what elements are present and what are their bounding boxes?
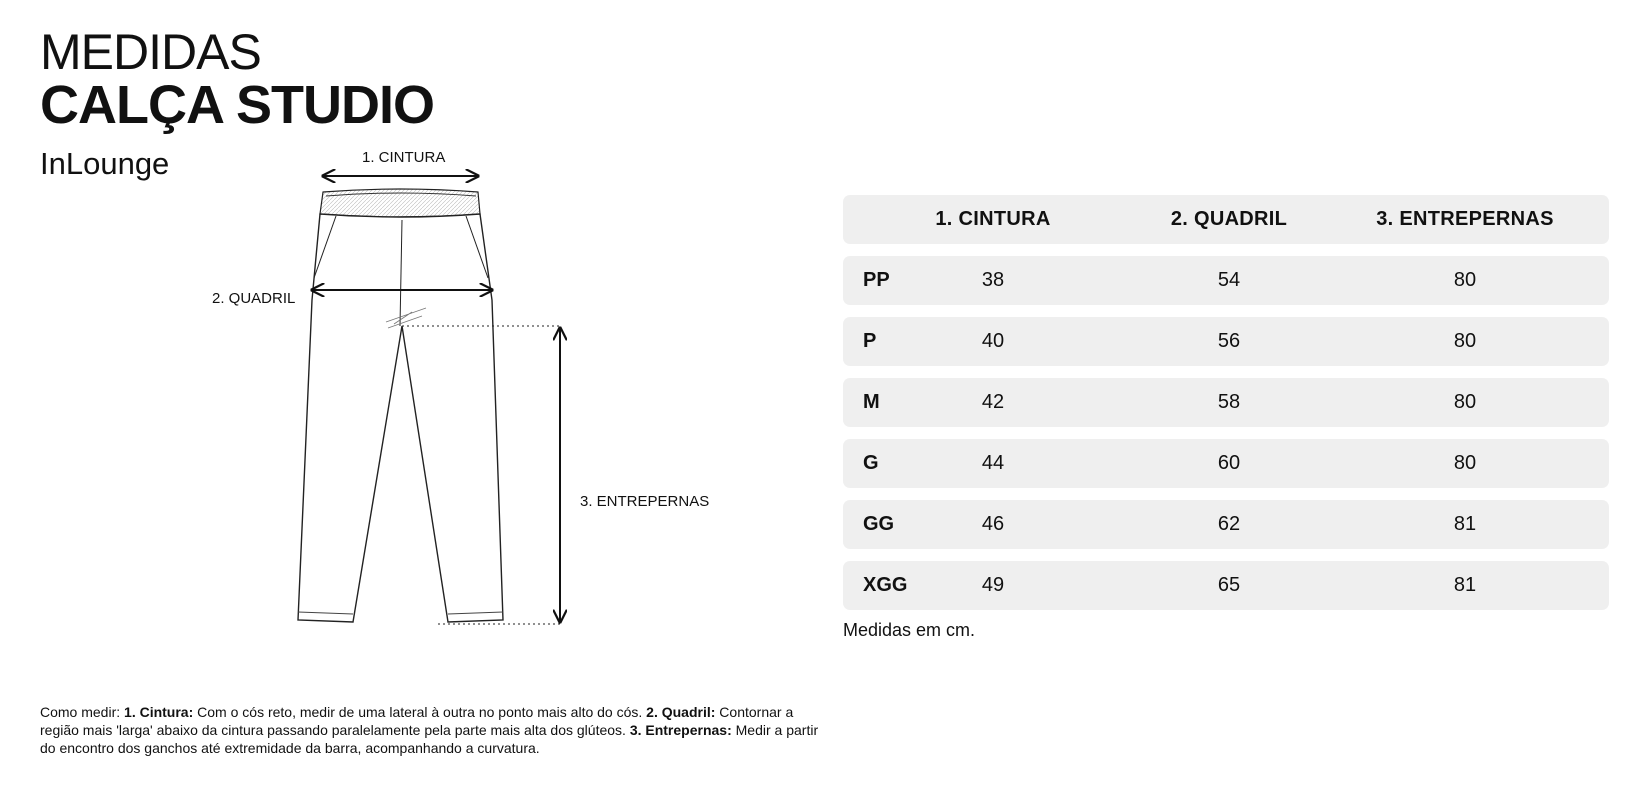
quadril-value: 62 [1217, 513, 1241, 535]
entrepernas-value: 81 [1453, 574, 1477, 596]
cintura-value: 46 [981, 513, 1005, 535]
pants-measurement-diagram [190, 140, 730, 660]
brand-name: InLounge [40, 146, 170, 181]
table-row [843, 317, 1609, 366]
inseam-label: 3. ENTREPERNAS [580, 493, 710, 510]
entrepernas-value: 80 [1453, 330, 1477, 352]
hip-instructions: Contornar a região mais 'larga' abaixo da cintura passando paralelamente pela parte mais alta dos glúteos. [40, 704, 794, 738]
quadril-value: 56 [1217, 330, 1241, 352]
table-row [843, 500, 1609, 549]
column-header-quadril: 2. QUADRIL [1170, 208, 1288, 230]
hip-label: 2. QUADRIL [212, 290, 296, 307]
table-row [843, 256, 1609, 305]
pants-illustration [190, 140, 730, 660]
entrepernas-value: 80 [1453, 269, 1477, 291]
size-label: PP [863, 269, 890, 291]
cintura-value: 38 [981, 269, 1005, 291]
size-label: G [863, 452, 879, 474]
size-label: P [863, 330, 877, 352]
inseam-instructions: Medir a partir do encontro dos ganchos até extremidade da barra, acompanhando a curvatura. [40, 722, 819, 756]
page-title [40, 24, 434, 135]
how-to-intro: Como medir: [40, 704, 125, 720]
quadril-value: 65 [1217, 574, 1241, 596]
table-header-row [843, 195, 1609, 244]
size-label: M [863, 391, 880, 413]
waist-term: 1. Cintura: [124, 704, 194, 720]
quadril-value: 58 [1217, 391, 1241, 413]
column-header-entrepernas: 3. ENTREPERNAS [1376, 208, 1554, 230]
hip-term: 2. Quadril: [646, 704, 716, 720]
entrepernas-value: 81 [1453, 513, 1477, 535]
how-to-measure-text [40, 703, 820, 757]
quadril-value: 54 [1217, 269, 1241, 291]
title-line-1: MEDIDAS [40, 24, 261, 80]
waist-label: 1. CINTURA [362, 149, 446, 166]
size-table [843, 195, 1609, 622]
size-label: XGG [863, 574, 908, 596]
table-row [843, 378, 1609, 427]
waist-instructions: Com o cós reto, medir de uma lateral à outra no ponto mais alto do cós. [193, 704, 647, 720]
column-header-cintura: 1. CINTURA [935, 208, 1051, 230]
cintura-value: 42 [981, 391, 1005, 413]
table-row [843, 561, 1609, 610]
table-row [843, 439, 1609, 488]
cintura-value: 49 [981, 574, 1005, 596]
inseam-term: 3. Entrepernas: [629, 722, 732, 738]
title-line-2: CALÇA STUDIO [40, 75, 434, 135]
entrepernas-value: 80 [1453, 452, 1477, 474]
entrepernas-value: 80 [1453, 391, 1477, 413]
quadril-value: 60 [1217, 452, 1241, 474]
cintura-value: 40 [981, 330, 1005, 352]
cintura-value: 44 [981, 452, 1005, 474]
units-note: Medidas em cm. [843, 620, 976, 640]
size-label: GG [863, 513, 895, 535]
